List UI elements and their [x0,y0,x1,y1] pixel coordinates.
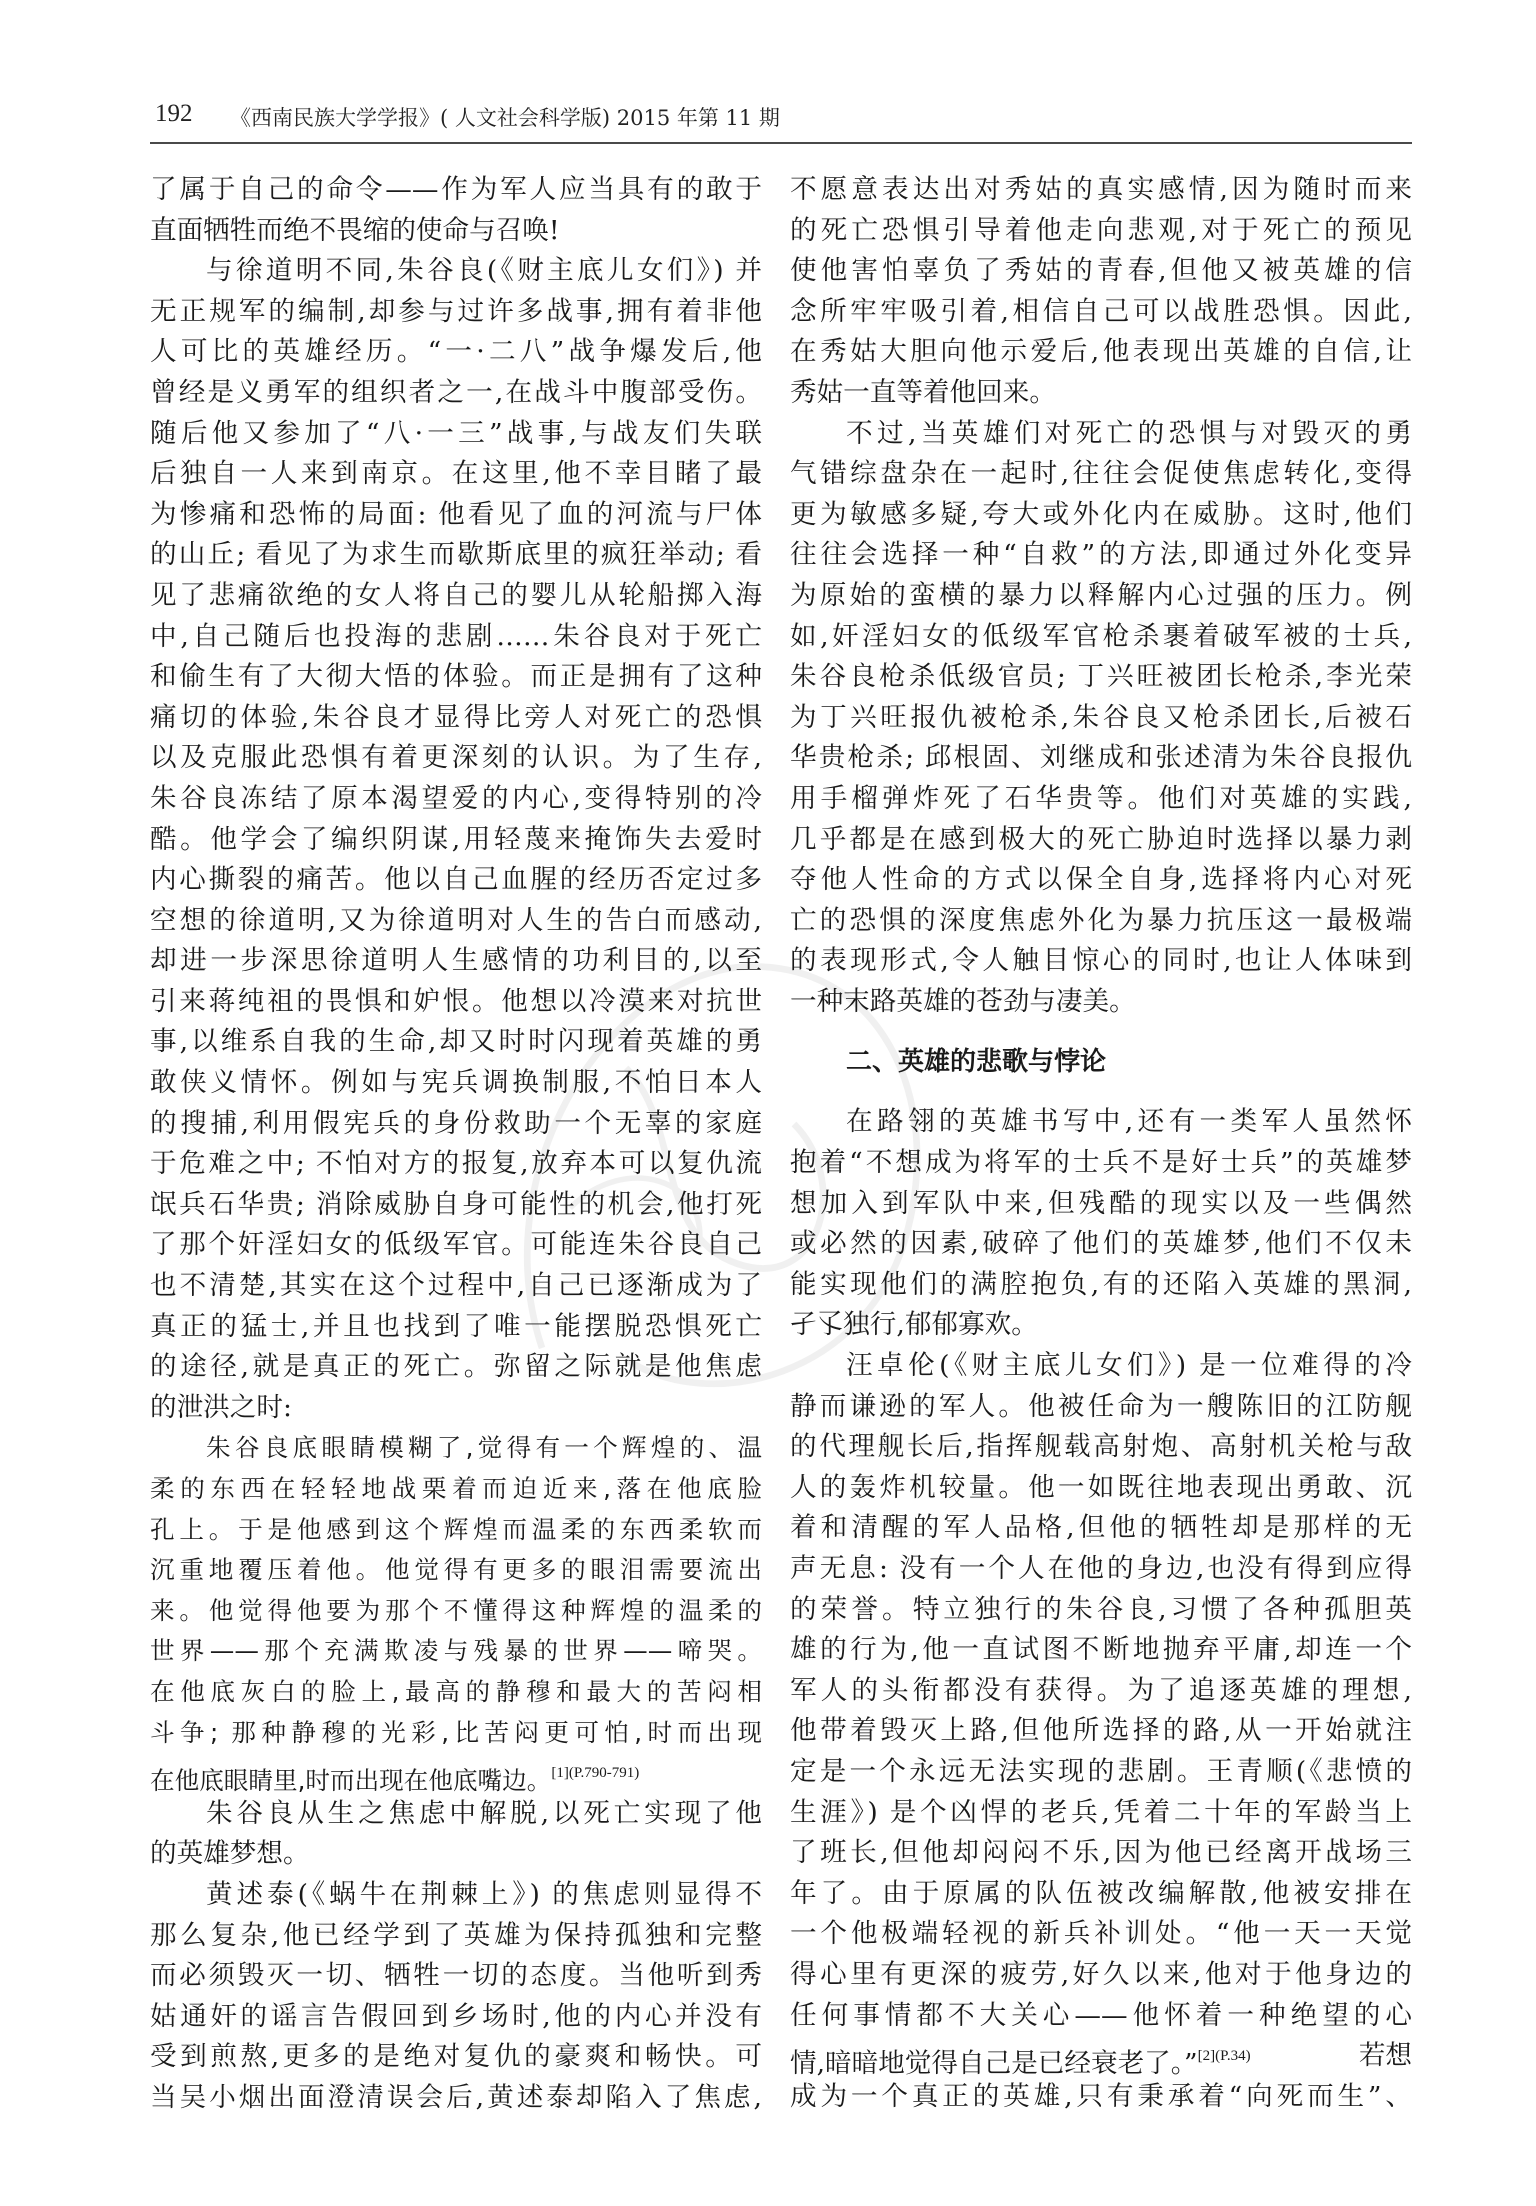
line-text: 黄述泰(《蜗牛在荆棘上》) 的焦虑则显得不 [206,1878,762,1910]
line-text: 空想的徐道明,又为徐道明对人生的告白而感动, [150,904,762,936]
text-line [150,820,762,861]
line-text: 世界——那个充满欺凌与残暴的世界——啼哭。 [150,1636,762,1666]
line-text: 一个他极端轻视的新兵补训处。“他一天一天觉 [790,1918,1412,1950]
text-line [790,1914,1412,1955]
line-text: 军人的头衔都没有获得。为了追逐英雄的理想, [790,1674,1412,1706]
text-line [790,1549,1412,1590]
line-text: 沉重地覆压着他。他觉得有更多的眼泪需要流出 [150,1555,762,1585]
text-line [790,860,1412,901]
text-line [150,1956,762,1997]
line-text: 的山丘; 看见了为求生而歇斯底里的疯狂举动; 看 [150,539,762,571]
text-line [150,901,762,942]
block-quote-line [150,1631,762,1672]
line-text: 而必须毁灭一切、牺牲一切的态度。当他听到秀 [150,1960,762,1992]
line-text: 为惨痛和恐怖的局面: 他看见了血的河流与尸体 [150,498,762,530]
text-line [790,1184,1412,1225]
line-text: 夺他人性命的方式以保全自身,选择将内心对死 [790,864,1412,896]
line-text: 氓兵石华贵; 消除威胁自身可能性的机会,他打死 [150,1188,762,1220]
line-text: 中,自己随后也投海的悲剧……朱谷良对于死亡 [150,620,762,652]
page-number: 192 [155,100,193,127]
text-line [150,292,762,333]
text-line [790,414,1412,455]
line-text: 朱谷良从生之焦虑中解脱,以死亡实现了他 [206,1797,762,1829]
text-line [790,495,1412,536]
line-text: 任何事情都不大关心——他怀着一种绝望的心 [790,1999,1412,2031]
line-text: 也不清楚,其实在这个过程中,自己已逐渐成为了 [150,1270,762,1302]
text-line [790,292,1412,333]
text-line [150,779,762,820]
text-line [790,1955,1412,1996]
text-line [150,1104,762,1145]
text-line [790,1671,1412,1712]
text-line [790,941,1412,982]
text-line [790,1874,1412,1915]
text-line [790,1468,1412,1509]
line-text: 更为敏感多疑,夸大或外化内在威胁。这时,他们 [790,498,1412,530]
text-line [150,495,762,536]
text-line [150,1794,762,1835]
line-text: 得心里有更深的疲劳,好久以来,他对于他身边的 [790,1958,1412,1990]
text-line [150,1022,762,1063]
line-text: 或必然的因素,破碎了他们的英雄梦,他们不仅未 [790,1228,1412,1260]
line-text: 的泄洪之时: [150,1391,292,1423]
text-line [790,1752,1412,1793]
text-line [790,576,1412,617]
line-text: 和偷生有了大彻大悟的体验。而正是拥有了这种 [150,661,762,693]
text-line [790,1427,1412,1468]
line-text: 孑孓独行,郁郁寡欢。 [790,1309,1038,1341]
line-text: 了属于自己的命令——作为军人应当具有的敢于 [150,174,762,205]
running-header [150,96,1412,144]
text-line [790,2036,1412,2080]
line-text: 真正的猛士,并且也找到了唯一能摆脱恐惧死亡 [150,1310,762,1342]
line-text: 在路翎的英雄书写中,还有一类军人虽然怀 [846,1106,1412,1138]
text-line [790,1265,1412,1306]
text-line [790,251,1412,292]
text-line [150,941,762,982]
line-text: 为原始的蛮横的暴力以释解内心过强的压力。例 [790,579,1412,611]
line-text: 的英雄梦想。 [150,1838,310,1870]
section-heading: 二、英雄的悲歌与悖论 [846,1047,1107,1078]
text-line [150,617,762,658]
text-line [150,2037,762,2078]
line-text: 的代理舰长后,指挥舰载高射炮、高射机关枪与敌 [790,1431,1412,1463]
text-line [790,2077,1412,2118]
line-text: 他带着毁灭上路,但他所选择的路,从一开始就注 [790,1715,1412,1747]
text-line [790,779,1412,820]
text-line [150,332,762,373]
journal-title: 《西南民族大学学报》( 人文社会科学版) 2015 年第 11 期 [230,106,780,130]
block-quote-line [150,1713,762,1754]
line-text: 朱谷良枪杀低级官员; 丁兴旺被团长枪杀,李光荣 [790,661,1412,693]
line-text: 声无息: 没有一个人在他的身边,也没有得到应得 [790,1553,1412,1584]
text-line [150,657,762,698]
line-text: 能实现他们的满腔抱负,有的还陷入英雄的黑洞, [790,1268,1412,1300]
line-text: 在他底眼睛里,时而出现在他底嘴边。 [150,1766,552,1796]
line-text: 着和清醒的军人品格,但他的牺牲却是那样的无 [790,1512,1412,1544]
line-text: 情,暗暗地觉得自己是已经衰老了。” [790,2048,1198,2080]
text-line [150,1347,762,1388]
text-line [150,576,762,617]
line-text: 受到煎熬,更多的是绝对复仇的豪爽和畅快。可 [150,2041,762,2073]
text-line [790,1793,1412,1834]
line-text: 与徐道明不同,朱谷良(《财主底儿女们》) 并 [206,255,762,287]
line-text: 斗争; 那种静穆的光彩,比苦闷更可怕,时而出现 [150,1717,762,1747]
text-line [150,738,762,779]
line-text: 雄的行为,他一直试图不断地抛弃平庸,却连一个 [790,1634,1412,1666]
line-text: 华贵枪杀; 邱根固、刘继成和张述清为朱谷良报仇 [790,742,1412,774]
text-line [790,211,1412,252]
text-line [790,1305,1412,1346]
text-line [790,901,1412,942]
line-text: 成为一个真正的英雄,只有秉承着“向死而生”、 [790,2080,1412,2112]
block-quote-line [150,1591,762,1632]
line-text: 的表现形式,令人触目惊心的同时,也让人体味到 [790,945,1412,977]
text-line [150,1266,762,1307]
text-line [150,373,762,414]
line-text: 在他底灰白的脸上,最高的静穆和最大的苦闷相 [150,1676,762,1706]
line-text: 年了。由于原属的队伍被改编解散,他被安排在 [790,1877,1412,1909]
line-text: 几乎都是在感到极大的死亡胁迫时选择以暴力剥 [790,823,1412,855]
line-text: 却进一步深思徐道明人生感情的功利目的,以至 [150,945,762,977]
line-text: 使他害怕辜负了秀姑的青春,但他又被英雄的信 [790,255,1412,287]
text-line [150,251,762,292]
line-text: 当吴小烟出面澄清误会后,黄述泰却陷入了焦虑, [150,2081,762,2113]
line-text: 汪卓伦(《财主底儿女们》) 是一位难得的冷 [846,1350,1412,1382]
text-line [150,982,762,1023]
line-text: 来。他觉得他要为那个不懂得这种辉煌的温柔的 [150,1595,762,1625]
text-line [790,1590,1412,1631]
block-quote-line [150,1550,762,1591]
line-text: 柔的东西在轻轻地战栗着而迫近来,落在他底脸 [150,1474,762,1503]
line-text: 不过,当英雄们对死亡的恐惧与对毁灭的勇 [846,417,1412,449]
line-text: 于危难之中; 不怕对方的报复,放弃本可以复仇流 [150,1148,762,1180]
text-line [790,332,1412,373]
text-line [790,535,1412,576]
line-text: 痛切的体验,朱谷良才显得比旁人对死亡的恐惧 [150,701,762,733]
block-quote-line [150,1753,762,1794]
line-text: 定是一个永远无法实现的悲剧。王青顺(《悲愤的 [790,1755,1412,1787]
text-line [150,414,762,455]
left-column [150,170,762,2119]
citation-reference: [1](P.790-791) [551,1765,640,1782]
text-line [150,170,762,211]
text-line [790,1630,1412,1671]
line-text: 无正规军的编制,却参与过许多战事,拥有着非他 [150,295,762,327]
line-text: 了班长,但他却闷闷不乐,因为他已经离开战场三 [790,1837,1412,1869]
line-text: 以及克服此恐惧有着更深刻的认识。为了生存, [150,742,762,774]
line-text: 气错综盘杂在一起时,往往会促使焦虑转化,变得 [790,458,1412,490]
line-text: 孔上。于是他感到这个辉煌而温柔的东西柔软而 [150,1514,762,1544]
text-line [150,1834,762,1875]
text-line [790,1508,1412,1549]
text-line [150,454,762,495]
line-text: 静而谦逊的军人。他被任命为一艘陈旧的江防舰 [790,1390,1412,1422]
line-text: 的途径,就是真正的死亡。弥留之际就是他焦虑 [150,1351,762,1383]
text-line [790,698,1412,739]
text-line [150,1225,762,1266]
line-text: 一种末路英雄的苍劲与凄美。 [790,985,1136,1017]
text-line [790,1833,1412,1874]
text-line [150,860,762,901]
text-line [790,738,1412,779]
text-line [150,211,762,252]
text-line [790,657,1412,698]
text-line [150,1063,762,1104]
line-text: 念所牢牢吸引着,相信自己可以战胜恐惧。因此, [790,295,1412,327]
line-text: 人的轰炸机较量。他一如既往地表现出勇敢、沉 [790,1471,1412,1503]
text-line [150,1916,762,1957]
text-line [790,1224,1412,1265]
text-line [150,1875,762,1916]
line-text: 事,以维系自我的生命,却又时时闪现着英雄的勇 [150,1026,762,1058]
line-text: 的搜捕,利用假宪兵的身份救助一个无辜的家庭 [150,1107,762,1139]
text-line [790,820,1412,861]
line-text: 曾经是义勇军的组织者之一,在战斗中腹部受伤。 [150,376,762,408]
block-quote-line [150,1672,762,1713]
line-text: 引来蒋纯祖的畏惧和妒恨。他想以冷漠来对抗世 [150,985,762,1017]
line-text: 在秀姑大胆向他示爱后,他表现出英雄的自信,让 [790,336,1412,368]
text-line [790,982,1412,1023]
text-line [790,1996,1412,2037]
text-line [150,1307,762,1348]
text-line [790,1143,1412,1184]
text-line [790,1711,1412,1752]
text-line [790,454,1412,495]
text-line [150,1997,762,2038]
line-text: 随后他又参加了“八·一三”战事,与战友们失联 [150,417,762,449]
block-quote-line [150,1510,762,1551]
line-text: 朱谷良底眼睛模糊了,觉得有一个辉煌的、温 [206,1433,762,1463]
text-line [150,1185,762,1226]
text-line [150,698,762,739]
line-text: 生涯》) 是个凶悍的老兵,凭着二十年的军龄当上 [790,1796,1412,1828]
block-quote-line [150,1428,762,1469]
line-text: 想加入到军队中来,但残酷的现实以及一些偶然 [790,1187,1412,1219]
text-line [150,1144,762,1185]
line-text: 不愿意表达出对秀姑的真实感情,因为随时而来 [790,174,1412,205]
line-text: 后独自一人来到南京。在这里,他不幸目睹了最 [150,458,762,490]
citation-reference: [2](P.34) [1197,2048,1251,2065]
line-text: 的死亡恐惧引导着他走向悲观,对于死亡的预见 [790,214,1412,246]
line-text: 见了悲痛欲绝的女人将自己的婴儿从轮船掷入海 [150,579,762,611]
text-line [790,1102,1412,1143]
line-text: 如,奸淫妇女的低级军官枪杀裹着破军被的士兵, [790,620,1412,652]
line-text: 了那个奸淫妇女的低级军官。可能连朱谷良自己 [150,1229,762,1261]
line-text: 酷。他学会了编织阴谋,用轻蔑来掩饰失去爱时 [150,823,762,855]
line-text: 亡的恐惧的深度焦虑外化为暴力抗压这一最极端 [790,904,1412,936]
text-line [150,1388,762,1429]
line-text: 朱谷良冻结了原本渴望爱的内心,变得特别的冷 [150,782,762,814]
line-text: 人可比的英雄经历。“一·二八”战争爆发后,他 [150,336,762,368]
line-text: 那么复杂,他已经学到了英雄为保持孤独和完整 [150,1919,762,1951]
text-line [790,1346,1412,1387]
block-quote-line [150,1469,762,1510]
line-text: 用手榴弹炸死了石华贵等。他们对英雄的实践, [790,782,1412,814]
line-text: 直面牺牲而绝不畏缩的使命与召唤! [150,214,560,246]
line-text: 抱着“不想成为将军的士兵不是好士兵”的英雄梦 [790,1147,1412,1179]
text-line [790,170,1412,211]
line-text: 为丁兴旺报仇被枪杀,朱谷良又枪杀团长,后被石 [790,701,1412,733]
line-text: 内心撕裂的痛苦。他以自己血腥的经历否定过多 [150,864,762,896]
text-line [150,535,762,576]
line-text: 秀姑一直等着他回来。 [790,376,1056,408]
line-text: 往往会选择一种“自救”的方法,即通过外化变异 [790,539,1412,571]
line-text: 的荣誉。特立独行的朱谷良,习惯了各种孤胆英 [790,1593,1412,1625]
text-line [790,373,1412,414]
line-text-tail: 若想 [1358,2040,1412,2072]
right-column [790,170,1412,2117]
text-line [790,1387,1412,1428]
text-line [790,617,1412,658]
line-text: 姑通奸的谣言告假回到乡场时,他的内心并没有 [150,2000,762,2032]
line-text: 敢侠义情怀。例如与宪兵调换制服,不怕日本人 [150,1067,762,1099]
text-line [150,2078,762,2119]
